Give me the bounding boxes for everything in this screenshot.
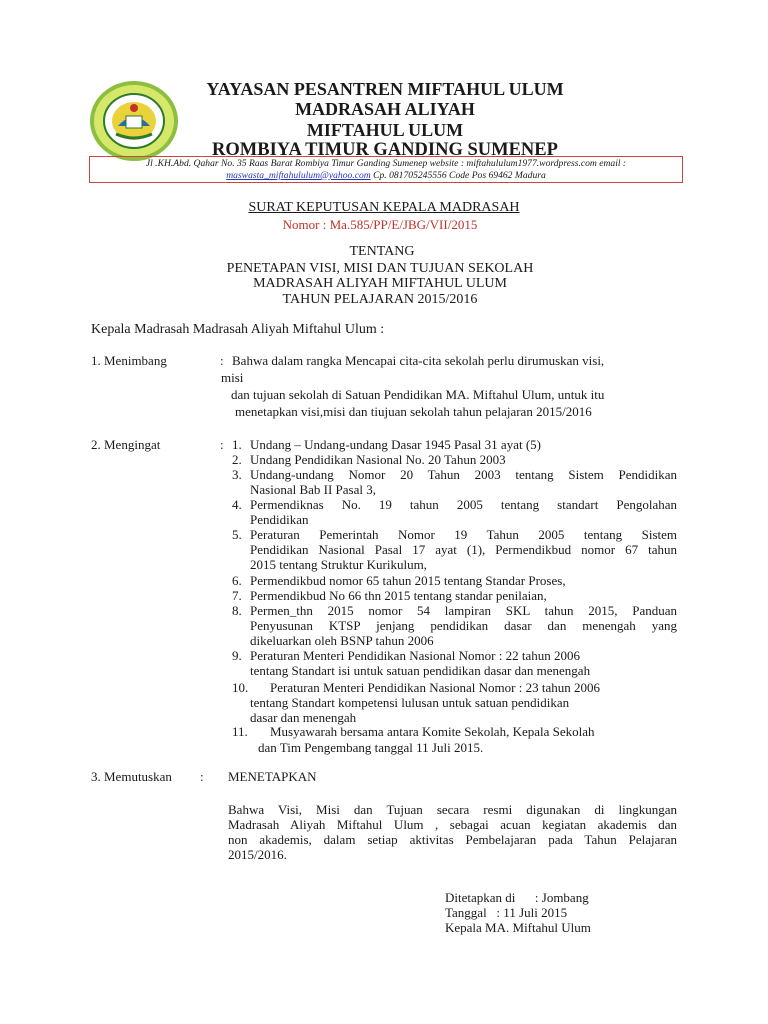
mengingat-label: 2. Mengingat [91, 437, 161, 452]
menimbang-colon: : [220, 353, 224, 368]
mengingat-num-2: 2. [232, 452, 242, 467]
menimbang-line-3: menetapkan visi,misi dan tiujuan sekolah tahun pelajaran 2015/2016 [235, 404, 592, 419]
memutuskan-label: 3. Memutuskan [91, 769, 172, 784]
address-box [89, 156, 683, 183]
mengingat-num-11: 11. [232, 724, 248, 739]
school-type: MADRASAH ALIYAH [295, 99, 475, 119]
mengingat-item-6-line-1: Permendikbud nomor 65 tahun 2015 tentang Standar Proses, [250, 573, 566, 588]
memutuskan-body-line-3: non akademis, dalam setiap aktivitas Pembelajaran pada Tahun Pelajaran [228, 832, 677, 847]
mengingat-item-4-line-2: Pendidikan [250, 512, 309, 527]
mengingat-item-3-line-1: Undang-undang Nomor 20 Tahun 2003 tentang Sistem Pendidikan [250, 467, 677, 482]
mengingat-item-7-line-1: Permendikbud No 66 thn 2015 tentang standar penilaian, [250, 588, 547, 603]
menetapkan-heading: MENETAPKAN [228, 769, 317, 784]
mengingat-item-11-line-2: dan Tim Pengembang tanggal 11 Juli 2015. [258, 740, 484, 755]
intro-text: Kepala Madrasah Madrasah Aliyah Miftahul Ulum : [91, 322, 385, 337]
address-contact: Cp. 081705245556 Code Pos 69462 Madura [370, 170, 546, 181]
mengingat-item-9-line-2: tentang Standart isi untuk satuan pendidikan dasar dan menengah [250, 663, 591, 678]
mengingat-num-3: 3. [232, 467, 242, 482]
foundation-name: YAYASAN PESANTREN MIFTAHUL ULUM [206, 79, 564, 99]
mengingat-item-10-line-2: tentang Standart kompetensi lulusan untuk satuan pendidikan [250, 695, 570, 710]
mengingat-item-9-line-1: Peraturan Menteri Pendidikan Nasional Nomor : 22 tahun 2006 [250, 648, 580, 663]
school-name: MIFTAHUL ULUM [306, 120, 464, 140]
mengingat-item-4-line-1: Permendiknas No. 19 tahun 2005 tentang standart Pengolahan [250, 497, 677, 512]
subject-line-2: MADRASAH ALIYAH MIFTAHUL ULUM [253, 276, 507, 291]
mengingat-num-8: 8. [232, 603, 242, 618]
mengingat-item-8-line-3: dikeluarkan oleh BSNP tahun 2006 [250, 633, 434, 648]
menimbang-line-1: Bahwa dalam rangka Mencapai cita-cita sekolah perlu dirumuskan visi, [232, 353, 605, 368]
mengingat-item-11-line-1: Musyawarah bersama antara Komite Sekolah, Kepala Sekolah [270, 724, 595, 739]
school-location: ROMBIYA TIMUR GANDING SUMENEP [212, 140, 558, 160]
mengingat-item-10-line-1: Peraturan Menteri Pendidikan Nasional Nomor : 23 tahun 2006 [270, 680, 600, 695]
mengingat-item-5-line-1: Peraturan Pemerintah Nomor 19 Tahun 2005 tentang Sistem [250, 527, 677, 542]
memutuskan-body-line-1: Bahwa Visi, Misi dan Tujuan secara resmi digunakan di lingkungan [228, 802, 677, 817]
menimbang-line-2: dan tujuan sekolah di Satuan Pendidikan MA. Miftahul Ulum, untuk itu [231, 387, 605, 402]
mengingat-item-8-line-2: Penyusunan KTSP jenjang pendidikan dasar dan menengah yang [250, 618, 677, 633]
address-line-2 [90, 170, 682, 182]
signature-date: Tanggal : 11 Juli 2015 [445, 905, 568, 920]
mengingat-num-10: 10. [232, 680, 249, 695]
mengingat-num-7: 7. [232, 588, 242, 603]
mengingat-num-4: 4. [232, 497, 242, 512]
signature-place: Ditetapkan di : Jombang [445, 890, 589, 905]
mengingat-item-5-line-3: 2015 tentang Struktur Kurikulum, [250, 557, 427, 572]
mengingat-num-1: 1. [232, 437, 242, 452]
mengingat-item-10-line-3: dasar dan menengah [250, 710, 357, 725]
mengingat-colon: : [220, 437, 224, 452]
mengingat-item-2-line-1: Undang Pendidikan Nasional No. 20 Tahun 2003 [250, 452, 506, 467]
mengingat-num-9: 9. [232, 648, 242, 663]
mengingat-item-3-line-2: Nasional Bab II Pasal 3, [250, 482, 377, 497]
tentang-heading: TENTANG [349, 244, 415, 259]
mengingat-num-5: 5. [232, 527, 242, 542]
memutuskan-body-line-4: 2015/2016. [228, 847, 287, 862]
signature-title: Kepala MA. Miftahul Ulum [445, 920, 591, 935]
decree-number: Nomor : Ma.585/PP/E/JBG/VII/2015 [282, 217, 478, 232]
subject-line-3: TAHUN PELAJARAN 2015/2016 [282, 292, 478, 307]
menimbang-label: 1. Menimbang [91, 353, 167, 368]
decree-title: SURAT KEPUTUSAN KEPALA MADRASAH [248, 200, 520, 215]
menimbang-line-1b: misi [221, 370, 244, 385]
mengingat-item-5-line-2: Pendidikan Nasional Pasal 17 ayat (1), Permendikbud nomor 67 tahun [250, 542, 677, 557]
mengingat-item-1-line-1: Undang – Undang-undang Dasar 1945 Pasal 31 ayat (5) [250, 437, 541, 452]
memutuskan-body-line-2: Madrasah Aliyah Miftahul Ulum , sebagai acuan kegiatan akademis dan [228, 817, 677, 832]
mengingat-num-6: 6. [232, 573, 242, 588]
memutuskan-colon: : [200, 769, 204, 784]
school-logo [88, 78, 180, 164]
subject-line-1: PENETAPAN VISI, MISI DAN TUJUAN SEKOLAH [226, 261, 534, 276]
address-line-1: Jl .KH.Abd. Qahar No. 35 Raas Barat Rombiya Timur Ganding Sumenep website : miftahululum1977.wordpress.com email : [145, 158, 627, 169]
mengingat-item-8-line-1: Permen_thn 2015 nomor 54 lampiran SKL tahun 2015, Panduan [250, 603, 677, 618]
email-link[interactable]: maswasta_miftahululum@yahoo.com [226, 170, 371, 181]
